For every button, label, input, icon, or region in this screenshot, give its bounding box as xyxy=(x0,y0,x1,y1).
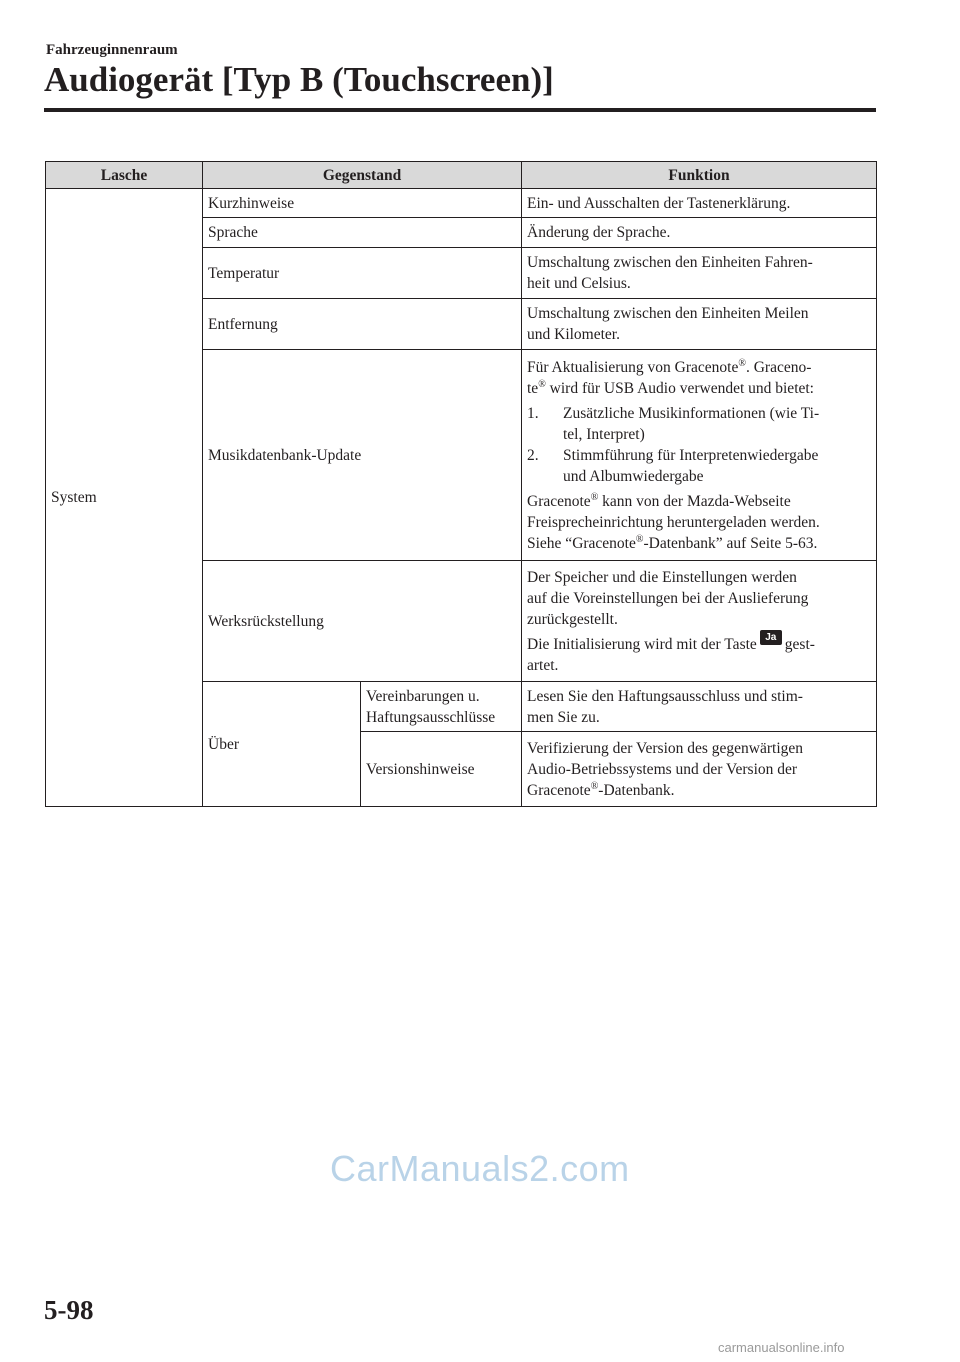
title-divider xyxy=(44,108,876,112)
header-item: Gegenstand xyxy=(203,162,522,189)
footer-site-text: carmanualsonline.info xyxy=(718,1340,845,1355)
item-vereinbarungen: Vereinbarungen u. Haftungsausschlüsse xyxy=(361,682,522,732)
table-row xyxy=(46,189,877,218)
function-paragraph: Der Speicher und die Einstellungen werden auf die Voreinstellungen bei der Auslieferung zurückgestellt. xyxy=(527,568,809,628)
function-musikdatenbank xyxy=(522,350,877,561)
settings-table xyxy=(45,161,877,807)
registered-mark: ® xyxy=(590,491,599,503)
page-number: 5-98 xyxy=(44,1295,94,1325)
registered-mark: ® xyxy=(738,357,746,369)
function-sprache: Änderung der Sprache. xyxy=(522,218,877,248)
header-tab: Lasche xyxy=(46,162,203,189)
function-paragraph: Die Initialisierung wird mit der Taste Ja gest- artet. xyxy=(527,631,815,674)
item-sprache: Sprache xyxy=(203,218,522,248)
header-function: Funktion xyxy=(522,162,877,189)
function-paragraph: Gracenote® kann von der Mazda-Webseite Freisprecheinrichtung heruntergeladen werden. Siehe “Gracenote®-Datenbank” auf Seite 5-63. xyxy=(527,491,820,552)
item-ueber: Über xyxy=(203,682,361,807)
function-versionshinweise: Verifizierung der Version des gegenwärtigen Audio-Betriebssystems und der Version der Gracenote®-Datenbank. xyxy=(522,732,877,807)
function-line: Umschaltung zwischen den Einheiten Meilen xyxy=(527,305,809,322)
registered-mark: ® xyxy=(590,780,599,792)
ja-button-icon: Ja xyxy=(760,630,782,645)
item-temperatur: Temperatur xyxy=(203,248,522,299)
registered-mark: ® xyxy=(635,533,644,545)
table-header-row xyxy=(46,162,877,189)
function-paragraph: Für Aktualisierung von Gracenote®. Graceno- te® wird für USB Audio verwendet und bietet: xyxy=(527,357,814,397)
function-line: heit und Celsius. xyxy=(527,275,631,292)
tab-system: System xyxy=(46,189,203,807)
registered-mark: ® xyxy=(538,378,546,390)
list-item: 2. Stimmführung für Interpretenwiedergabe und Albumwiedergabe xyxy=(527,446,819,485)
watermark-text: CarManuals2.com xyxy=(330,1148,630,1189)
function-line: Umschaltung zwischen den Einheiten Fahren- xyxy=(527,254,813,271)
function-entfernung xyxy=(522,299,877,350)
function-line: und Kilometer. xyxy=(527,326,620,343)
function-temperatur xyxy=(522,248,877,299)
item-werksrueckstellung: Werksrückstellung xyxy=(203,561,522,682)
page-title: Audiogerät [Typ B (Touchscreen)] xyxy=(44,60,554,99)
list-item: 1. Zusätzliche Musikinformationen (wie Ti- tel, Interpret) xyxy=(527,404,820,443)
item-musikdatenbank: Musikdatenbank-Update xyxy=(203,350,522,561)
item-versionshinweise: Versionshinweise xyxy=(361,732,522,807)
feature-list xyxy=(527,403,871,487)
function-vereinbarungen: Lesen Sie den Haftungsausschluss und stim- men Sie zu. xyxy=(522,682,877,732)
item-kurzhinweise: Kurzhinweise xyxy=(203,189,522,218)
item-entfernung: Entfernung xyxy=(203,299,522,350)
function-kurzhinweise: Ein- und Ausschalten der Tastenerklärung. xyxy=(522,189,877,218)
section-label: Fahrzeuginnenraum xyxy=(46,42,178,58)
function-werksrueckstellung xyxy=(522,561,877,682)
